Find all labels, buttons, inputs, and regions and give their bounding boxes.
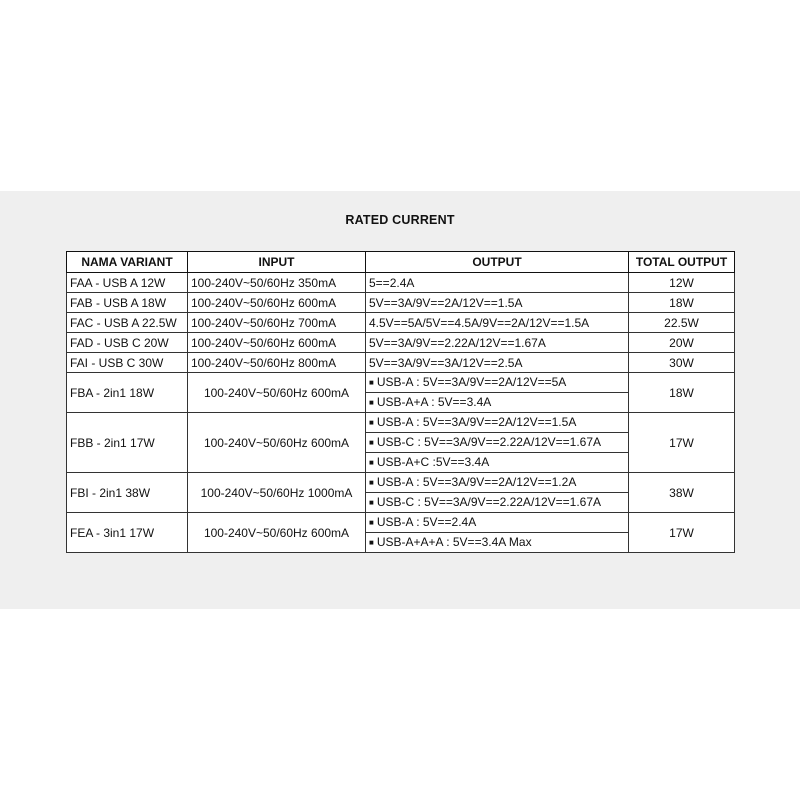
bullet-icon: ■: [369, 378, 374, 387]
output-cell: [366, 493, 629, 513]
output-text: 4.5V==5A/5V==4.5A/9V==2A/12V==1.5A: [369, 315, 590, 330]
table-body: [67, 273, 735, 553]
variant-cell: FBI - 2in1 38W: [67, 473, 188, 513]
total-output-cell: 20W: [629, 333, 735, 353]
output-text: 5==2.4A: [369, 275, 415, 290]
output-text: USB-A : 5V==3A/9V==2A/12V==1.5A: [376, 415, 577, 429]
output-cell: [366, 413, 629, 433]
input-cell: 100-240V~50/60Hz 600mA: [188, 373, 366, 413]
output-cell: [366, 393, 629, 413]
input-cell: 100-240V~50/60Hz 350mA: [188, 273, 366, 293]
bullet-icon: ■: [369, 418, 374, 427]
header-output: OUTPUT: [366, 252, 629, 273]
table-row: [67, 333, 735, 353]
output-text: USB-C : 5V==3A/9V==2.22A/12V==1.67A: [376, 435, 601, 449]
bullet-icon: ■: [369, 538, 374, 547]
variant-cell: FAA - USB A 12W: [67, 273, 188, 293]
output-text: USB-A+A : 5V==3.4A: [376, 395, 492, 409]
variant-cell: FEA - 3in1 17W: [67, 513, 188, 553]
bullet-icon: ■: [369, 398, 374, 407]
total-output-cell: 22.5W: [629, 313, 735, 333]
input-cell: 100-240V~50/60Hz 600mA: [188, 413, 366, 473]
input-cell: 100-240V~50/60Hz 600mA: [188, 333, 366, 353]
total-output-cell: 18W: [629, 373, 735, 413]
variant-cell: FAB - USB A 18W: [67, 293, 188, 313]
total-output-cell: 17W: [629, 413, 735, 473]
output-cell: [366, 293, 629, 313]
output-cell: [366, 373, 629, 393]
rated-current-table: [66, 251, 735, 553]
output-cell: [366, 453, 629, 473]
variant-cell: FBA - 2in1 18W: [67, 373, 188, 413]
total-output-cell: 38W: [629, 473, 735, 513]
bullet-icon: ■: [369, 478, 374, 487]
variant-cell: FAD - USB C 20W: [67, 333, 188, 353]
table-header-row: [67, 252, 735, 273]
input-cell: 100-240V~50/60Hz 700mA: [188, 313, 366, 333]
total-output-cell: 18W: [629, 293, 735, 313]
bullet-icon: ■: [369, 498, 374, 507]
output-text: USB-A : 5V==3A/9V==2A/12V==1.2A: [376, 475, 577, 489]
table-row: [67, 413, 735, 433]
output-text: 5V==3A/9V==2A/12V==1.5A: [369, 295, 523, 310]
table-row: [67, 373, 735, 393]
output-text: 5V==3A/9V==3A/12V==2.5A: [369, 355, 523, 370]
variant-cell: FBB - 2in1 17W: [67, 413, 188, 473]
bullet-icon: ■: [369, 438, 374, 447]
output-cell: [366, 433, 629, 453]
table-row: [67, 473, 735, 493]
output-text: 5V==3A/9V==2.22A/12V==1.67A: [369, 335, 546, 350]
table-row: [67, 273, 735, 293]
output-text: USB-A : 5V==2.4A: [376, 515, 477, 529]
input-cell: 100-240V~50/60Hz 1000mA: [188, 473, 366, 513]
output-cell: [366, 333, 629, 353]
output-cell: [366, 353, 629, 373]
table-row: [67, 293, 735, 313]
bullet-icon: ■: [369, 518, 374, 527]
bullet-icon: ■: [369, 458, 374, 467]
total-output-cell: 30W: [629, 353, 735, 373]
output-text: USB-C : 5V==3A/9V==2.22A/12V==1.67A: [376, 495, 601, 509]
output-cell: [366, 513, 629, 533]
table-row: [67, 353, 735, 373]
header-input: INPUT: [188, 252, 366, 273]
total-output-cell: 17W: [629, 513, 735, 553]
variant-cell: FAC - USB A 22.5W: [67, 313, 188, 333]
page-title: RATED CURRENT: [345, 213, 455, 227]
input-cell: 100-240V~50/60Hz 600mA: [188, 293, 366, 313]
header-variant: NAMA VARIANT: [67, 252, 188, 273]
output-text: USB-A+A+A : 5V==3.4A Max: [376, 535, 532, 549]
variant-cell: FAI - USB C 30W: [67, 353, 188, 373]
output-text: USB-A : 5V==3A/9V==2A/12V==5A: [376, 375, 567, 389]
table-row: [67, 513, 735, 533]
output-cell: [366, 473, 629, 493]
input-cell: 100-240V~50/60Hz 800mA: [188, 353, 366, 373]
input-cell: 100-240V~50/60Hz 600mA: [188, 513, 366, 553]
output-cell: [366, 533, 629, 553]
total-output-cell: 12W: [629, 273, 735, 293]
output-cell: [366, 273, 629, 293]
output-cell: [366, 313, 629, 333]
header-total-output: TOTAL OUTPUT: [629, 252, 735, 273]
output-text: USB-A+C :5V==3.4A: [376, 455, 490, 469]
table-row: [67, 313, 735, 333]
